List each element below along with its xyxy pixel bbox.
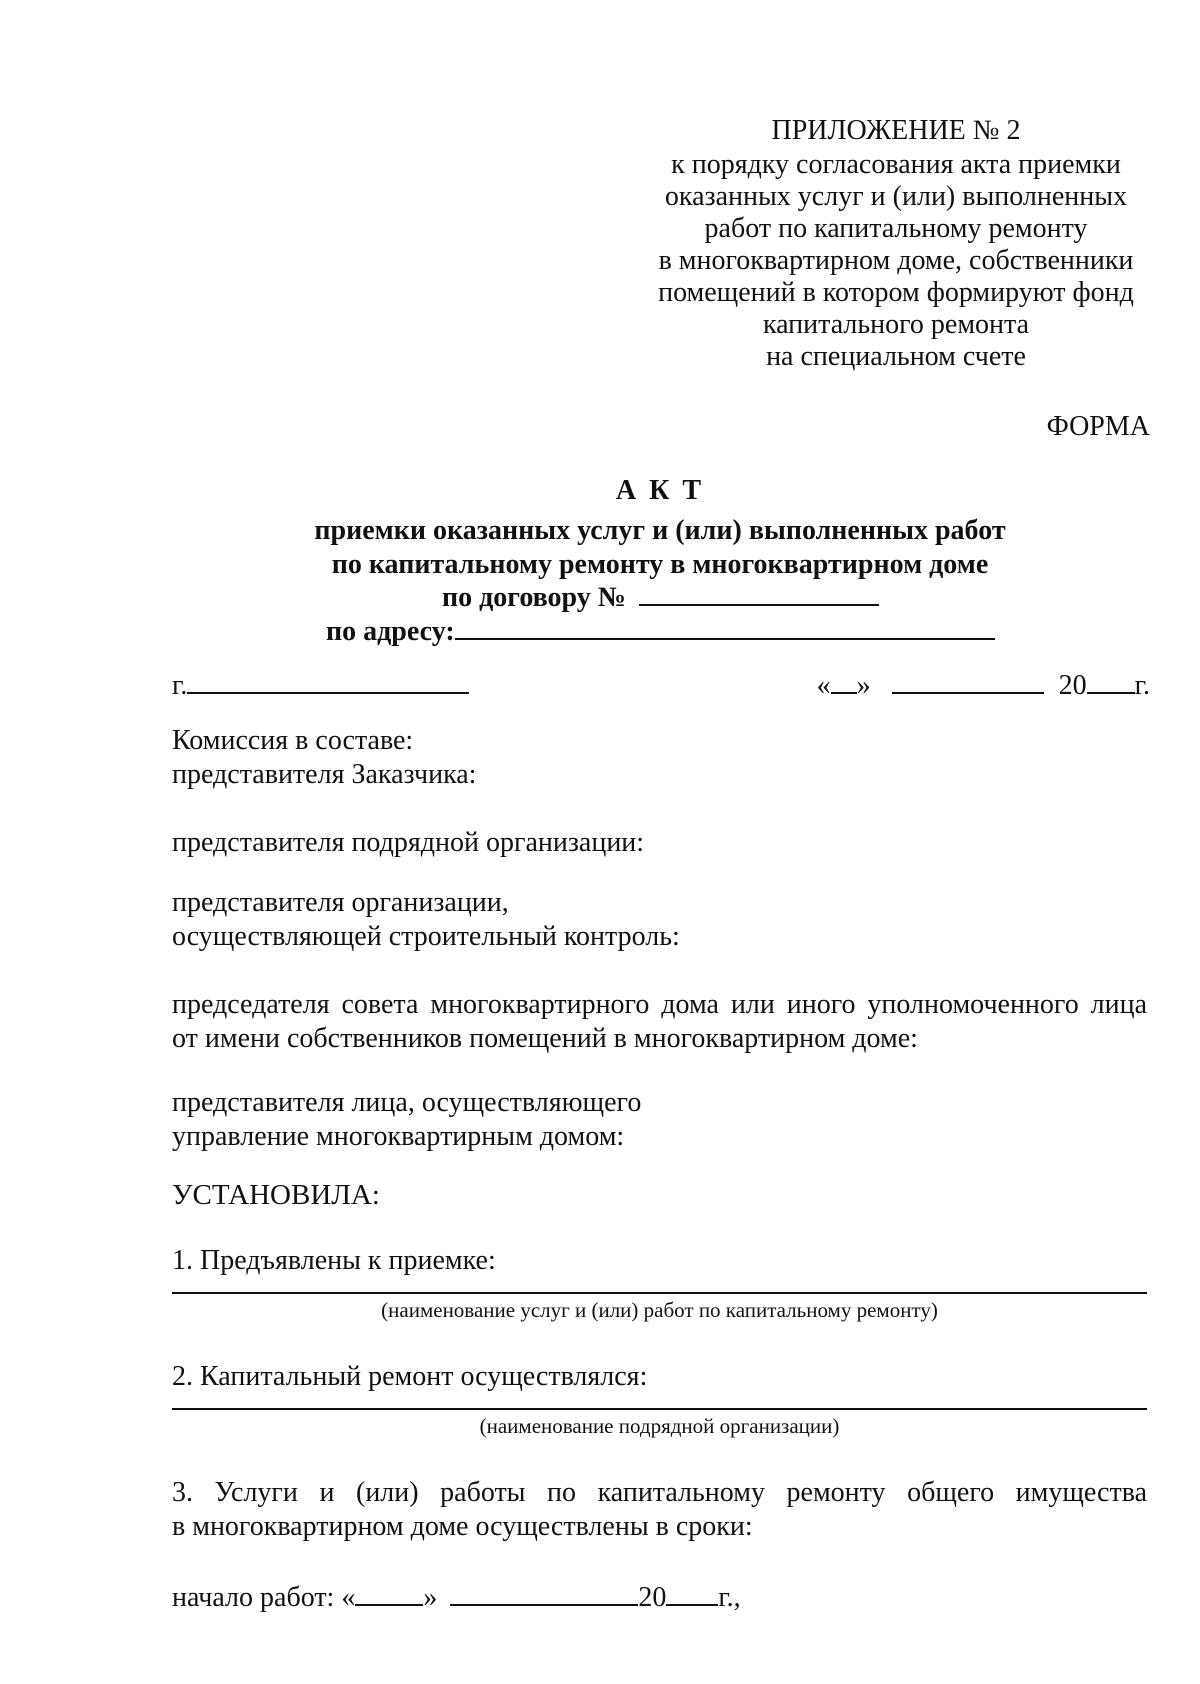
act-title: А К Т bbox=[615, 475, 705, 506]
city-row bbox=[172, 668, 469, 702]
commission-manager: управление многоквартирным домом: bbox=[172, 1121, 625, 1152]
start-day-field[interactable] bbox=[355, 1580, 423, 1606]
address-row bbox=[326, 614, 995, 648]
contract-number-field[interactable] bbox=[639, 580, 879, 606]
item-1-label: 1. Предъявлены к приемке: bbox=[172, 1245, 496, 1276]
start-day-open: « bbox=[341, 1582, 356, 1613]
date-row bbox=[817, 668, 1150, 702]
start-year-suffix: г., bbox=[718, 1582, 741, 1613]
contract-number-row bbox=[442, 580, 879, 614]
act-subtitle: по капитальному ремонту в многоквартирном доме bbox=[331, 549, 989, 580]
appendix-line: в многоквартирном доме, собственники bbox=[658, 245, 1134, 277]
day-field[interactable] bbox=[831, 668, 857, 694]
start-month-field[interactable] bbox=[450, 1580, 638, 1606]
item-2-caption: (наименование подрядной организации) bbox=[479, 1414, 840, 1438]
appendix-line: капитального ремонта bbox=[762, 309, 1030, 341]
year-suffix: г. bbox=[1134, 670, 1150, 701]
item-2-label: 2. Капитальный ремонт осуществлялся: bbox=[172, 1361, 648, 1392]
appendix-line: работ по капитальному ремонту bbox=[704, 213, 1088, 245]
appendix-line: к порядку согласования акта приемки bbox=[671, 149, 1121, 181]
year-field[interactable] bbox=[1087, 668, 1135, 694]
item-3-line: 3. Услуги и (или) работы по капитальному ремонту общего имущества bbox=[172, 1477, 1147, 1508]
item-1-field[interactable] bbox=[172, 1292, 1147, 1294]
appendix-line: на специальном счете bbox=[766, 341, 1026, 373]
appendix-title: ПРИЛОЖЕНИЕ № 2 bbox=[771, 115, 1021, 146]
item-1-caption: (наименование услуг и (или) работ по капитальному ремонту) bbox=[381, 1298, 938, 1322]
day-close-quote: » bbox=[856, 670, 871, 701]
start-label: начало работ: bbox=[172, 1582, 335, 1613]
item-3-line: в многоквартирном доме осуществлены в сроки: bbox=[172, 1511, 753, 1542]
start-year-field[interactable] bbox=[666, 1580, 718, 1606]
act-subtitle: приемки оказанных услуг и (или) выполненных работ bbox=[314, 515, 1006, 546]
contract-label: по договору № bbox=[442, 582, 626, 613]
address-field[interactable] bbox=[455, 614, 995, 640]
month-field[interactable] bbox=[892, 668, 1044, 694]
appendix-header bbox=[626, 114, 1166, 373]
city-field[interactable] bbox=[187, 668, 469, 694]
commission-chairman: от имени собственников помещений в многоквартирном доме: bbox=[172, 1023, 918, 1054]
appendix-line: помещений в котором формируют фонд bbox=[658, 277, 1134, 309]
commission-heading: Комиссия в составе: bbox=[172, 725, 414, 756]
commission-construction-control: осуществляющей строительный контроль: bbox=[172, 921, 680, 952]
commission-contractor: представителя подрядной организации: bbox=[172, 827, 645, 858]
start-year-prefix: 20 bbox=[638, 1582, 667, 1613]
address-label: по адресу: bbox=[326, 616, 455, 647]
commission-customer: представителя Заказчика: bbox=[172, 759, 477, 790]
established-heading: УСТАНОВИЛА: bbox=[172, 1179, 380, 1211]
commission-chairman: председателя совета многоквартирного дома или иного уполномоченного лица bbox=[172, 989, 1147, 1020]
start-day-close: » bbox=[423, 1582, 438, 1613]
year-prefix: 20 bbox=[1058, 670, 1087, 701]
city-prefix: г. bbox=[172, 670, 188, 701]
commission-manager: представителя лица, осуществляющего bbox=[172, 1087, 642, 1118]
form-label: ФОРМА bbox=[1046, 411, 1150, 442]
item-2-field[interactable] bbox=[172, 1408, 1147, 1410]
start-date-row bbox=[172, 1580, 741, 1614]
appendix-line: оказанных услуг и (или) выполненных bbox=[664, 181, 1128, 213]
commission-construction-control: представителя организации, bbox=[172, 887, 509, 918]
day-open-quote: « bbox=[816, 670, 831, 701]
